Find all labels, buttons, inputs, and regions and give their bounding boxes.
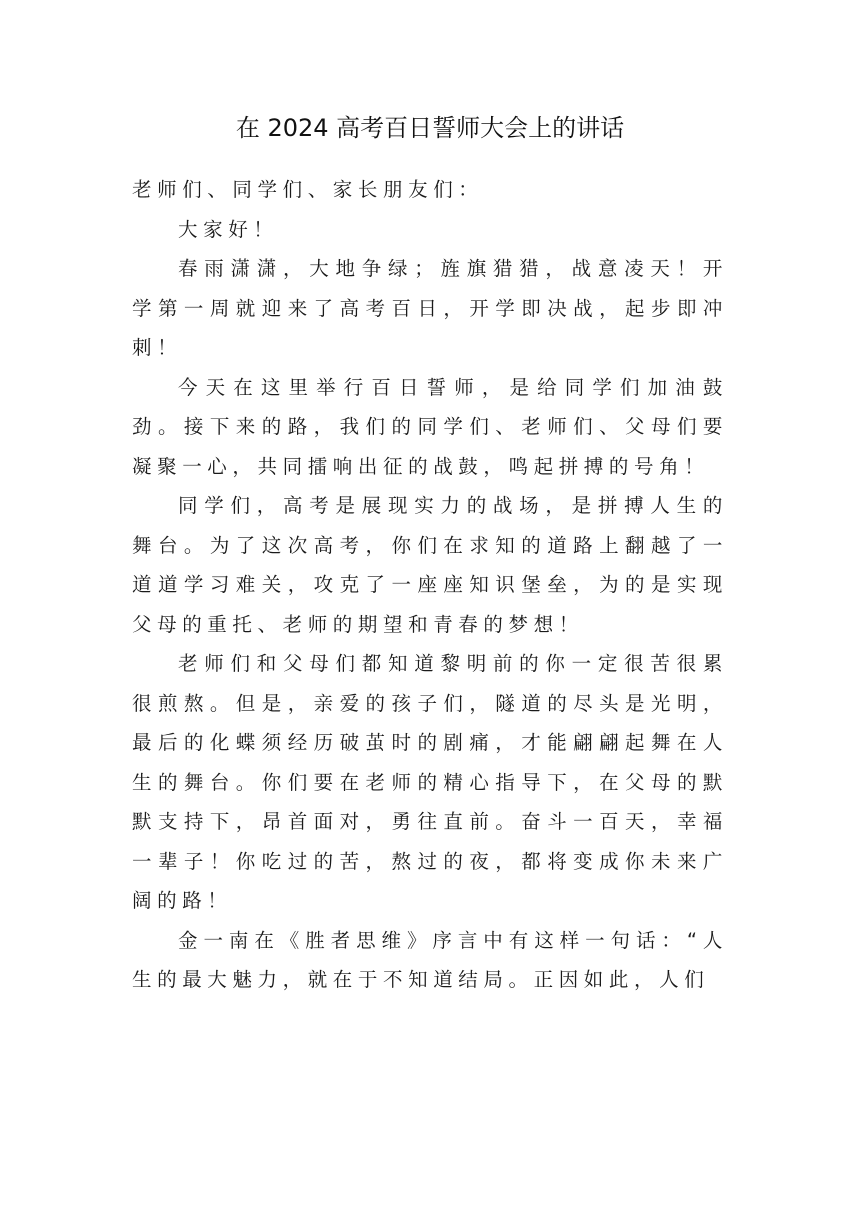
paragraph-oath-purpose: 今天在这里举行百日誓师，是给同学们加油鼓劲。接下来的路，我们的同学们、老师们、父母们要凝聚一心，共同擂响出征的战鼓，鸣起拼搏的号角！ bbox=[132, 375, 728, 478]
paragraph-greeting: 大家好！ bbox=[178, 217, 279, 241]
paragraph-quote: 金一南在《胜者思维》序言中有这样一句话：“人生的最大魅力，就在于不知道结局。正因如此，人们 bbox=[132, 928, 728, 991]
paragraph-opening: 春雨潇潇，大地争绿；旌旗猎猎，战意凌天！开学第一周就迎来了高考百日，开学即决战，起步即冲刺！ bbox=[132, 257, 728, 359]
paragraph-to-students: 同学们，高考是展现实力的战场，是拼搏人生的舞台。为了这次高考，你们在求知的道路上翻越了一道道学习难关，攻克了一座座知识堡垒，为的是实现父母的重托、老师的期望和青春的梦想！ bbox=[132, 494, 728, 636]
document-body bbox=[132, 170, 728, 1000]
paragraph-encouragement: 老师们和父母们都知道黎明前的你一定很苦很累很煎熬。但是，亲爱的孩子们，隧道的尽头是光明，最后的化蝶须经历破茧时的剧痛，才能翩翩起舞在人生的舞台。你们要在老师的精心指导下，在父母的默默支持下，昂首面对，勇往直前。奋斗一百天，幸福一辈子！你吃过的苦，熬过的夜，都将变成你未来广阔的路！ bbox=[132, 652, 728, 912]
salutation: 老师们、同学们、家长朋友们： bbox=[132, 178, 484, 201]
document-title: 在 2024 高考百日誓师大会上的讲话 bbox=[235, 114, 625, 142]
